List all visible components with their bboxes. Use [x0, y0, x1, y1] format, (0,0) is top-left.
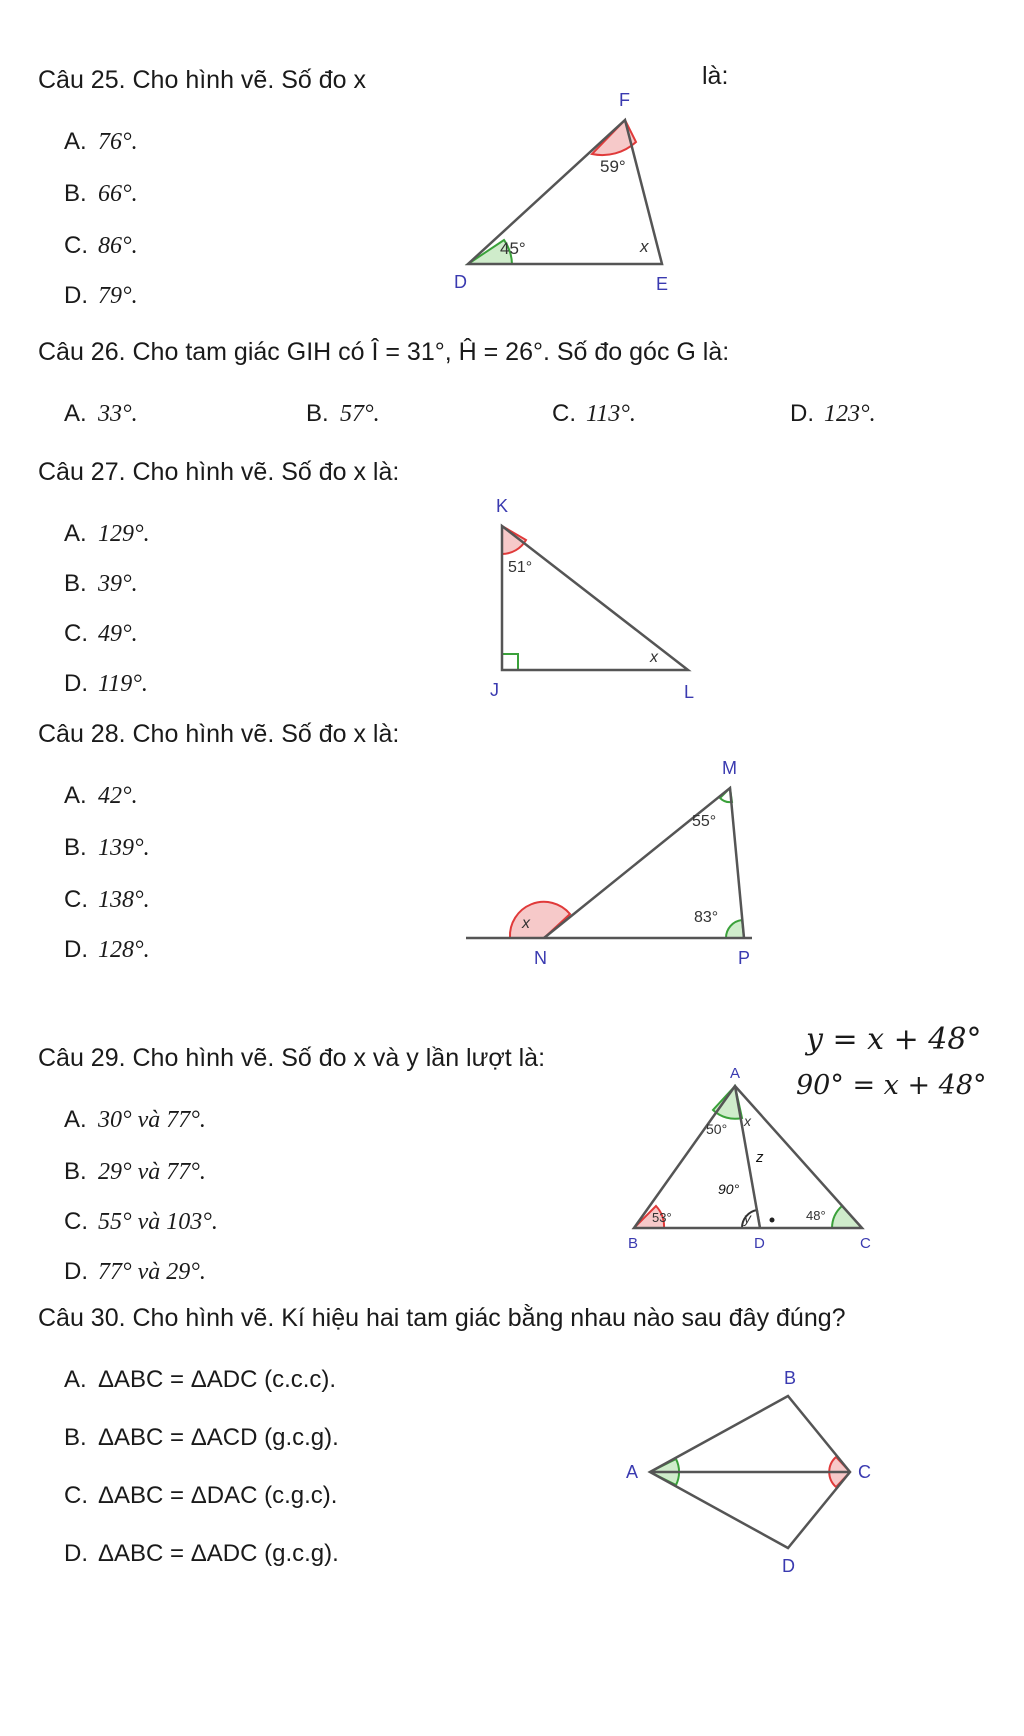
q30-quadrilateral-figure — [612, 1356, 912, 1586]
option-value: ΔABC = ΔADC (c.c.c). — [98, 1366, 337, 1393]
option-letter: A. — [64, 400, 87, 427]
option-letter: C. — [64, 620, 88, 647]
angle-k-label: 51° — [508, 559, 533, 576]
label-c: C — [860, 1235, 871, 1252]
q28-option-d — [64, 936, 150, 964]
angle-d-label: 45° — [500, 239, 526, 258]
q25-option-a — [64, 128, 138, 156]
label-e: E — [656, 274, 669, 294]
option-letter: C. — [64, 1482, 88, 1509]
option-letter: D. — [64, 1540, 88, 1567]
option-value: 57°. — [340, 401, 380, 427]
option-value: 49°. — [98, 621, 138, 647]
angle-c-label: 48° — [806, 1208, 826, 1223]
label-b: B — [784, 1368, 797, 1388]
q25-option-c — [64, 232, 138, 260]
q25-tail: là: — [702, 62, 729, 90]
angle-p-arc — [726, 920, 744, 938]
angle-e-label: x — [640, 237, 649, 256]
q29-option-c — [64, 1208, 218, 1236]
option-value: 113°. — [586, 401, 636, 427]
label-c: C — [858, 1462, 871, 1482]
option-letter: C. — [64, 1208, 88, 1235]
q30-option-d — [64, 1540, 339, 1568]
q27-option-d — [64, 670, 148, 698]
q27-option-c — [64, 620, 138, 648]
option-value: 123°. — [824, 401, 876, 427]
triangle-kjl — [502, 526, 688, 670]
option-value: 76°. — [98, 129, 138, 155]
option-letter: C. — [64, 232, 88, 259]
label-k: K — [496, 496, 509, 516]
option-value: 77° và 29°. — [98, 1259, 206, 1285]
label-p: P — [738, 948, 751, 968]
q27-option-a — [64, 520, 150, 548]
q29-option-d — [64, 1258, 206, 1286]
option-letter: D. — [64, 936, 88, 963]
angle-a-label: 50° — [706, 1121, 728, 1137]
q30-option-a — [64, 1366, 336, 1394]
option-letter: C. — [64, 886, 88, 913]
option-letter: B. — [64, 834, 87, 861]
angle-x-label: x — [744, 1113, 751, 1129]
label-n: N — [534, 948, 547, 968]
q30-option-c — [64, 1482, 337, 1510]
q28-option-b — [64, 834, 150, 862]
q25-title: Câu 25. Cho hình vẽ. Số đo x — [38, 66, 366, 94]
option-letter: C. — [552, 400, 576, 427]
handwritten-note-line-2: 90° = x + 48° — [796, 1070, 987, 1101]
option-value: 29° và 77°. — [98, 1159, 206, 1185]
option-letter: A. — [64, 520, 87, 547]
option-value: 138°. — [98, 887, 150, 913]
label-d: D — [782, 1556, 795, 1576]
option-value: 39°. — [98, 571, 138, 597]
option-value: 119°. — [98, 671, 148, 697]
option-letter: B. — [64, 570, 87, 597]
option-letter: D. — [64, 1258, 88, 1285]
option-letter: B. — [64, 1158, 87, 1185]
label-a: A — [626, 1462, 639, 1482]
label-d: D — [454, 272, 467, 292]
q29-title: Câu 29. Cho hình vẽ. Số đo x và y lần lượt là: — [38, 1044, 546, 1072]
angle-n-label: x — [522, 915, 530, 932]
label-f: F — [619, 90, 630, 110]
label-m: M — [722, 758, 737, 778]
q30-title: Câu 30. Cho hình vẽ. Kí hiệu hai tam giác bằng nhau nào sau đây đúng? — [38, 1304, 846, 1332]
option-letter: D. — [790, 400, 814, 427]
option-letter: B. — [64, 1424, 87, 1451]
q26-title: Câu 26. Cho tam giác GIH có Î = 31°, Ĥ = 26°. Số đo góc G là: — [38, 338, 730, 366]
option-letter: A. — [64, 1106, 87, 1133]
angle-l-label: x — [650, 649, 658, 666]
option-letter: A. — [64, 1366, 87, 1393]
option-letter: B. — [306, 400, 329, 427]
option-value: 33°. — [98, 401, 138, 427]
q27-title: Câu 27. Cho hình vẽ. Số đo x là: — [38, 458, 400, 486]
q28-option-c — [64, 886, 150, 914]
q28-triangle-figure — [466, 750, 766, 980]
handwritten-note-line-1: y = x + 48° — [806, 1022, 982, 1057]
handwritten-z-label: z — [756, 1149, 764, 1166]
option-value: 128°. — [98, 937, 150, 963]
option-value: ΔABC = ΔADC (g.c.g). — [98, 1540, 339, 1567]
option-letter: A. — [64, 782, 87, 809]
angle-m-label: 55° — [692, 813, 717, 830]
label-a: A — [730, 1066, 741, 1082]
label-j: J — [490, 680, 499, 700]
option-value: ΔABC = ΔACD (g.c.g). — [98, 1424, 339, 1451]
label-b: B — [628, 1235, 639, 1252]
q27-triangle-figure — [480, 490, 710, 710]
option-letter: D. — [64, 282, 88, 309]
q25-option-b — [64, 180, 138, 208]
q29-triangle-figure — [620, 1066, 880, 1256]
option-value: 55° và 103°. — [98, 1209, 218, 1235]
option-value: 79°. — [98, 283, 138, 309]
q26-option-c — [552, 400, 636, 428]
q26-option-a — [64, 400, 138, 428]
q30-option-b — [64, 1424, 339, 1452]
label-l: L — [684, 682, 695, 702]
right-angle-j — [502, 654, 518, 670]
q29-option-a — [64, 1106, 206, 1134]
option-value: ΔABC = ΔDAC (c.g.c). — [98, 1482, 338, 1509]
label-d: D — [754, 1235, 765, 1252]
q26-option-b — [306, 400, 380, 428]
angle-p-label: 83° — [694, 909, 719, 926]
option-value: 66°. — [98, 181, 138, 207]
q25-option-d — [64, 282, 138, 310]
angle-b-label: 53° — [652, 1210, 672, 1225]
option-value: 30° và 77°. — [98, 1107, 206, 1133]
option-letter: D. — [64, 670, 88, 697]
q29-option-b — [64, 1158, 206, 1186]
angle-n-exterior-arc — [510, 902, 570, 938]
q26-option-d — [790, 400, 876, 428]
q25-triangle-figure — [440, 80, 680, 300]
option-value: 42°. — [98, 783, 138, 809]
q27-option-b — [64, 570, 138, 598]
option-letter: B. — [64, 180, 87, 207]
angle-y-label: y — [744, 1210, 751, 1226]
option-value: 129°. — [98, 521, 150, 547]
angle-adc-dot — [770, 1218, 775, 1223]
angle-f-label: 59° — [600, 157, 626, 176]
option-value: 86°. — [98, 233, 138, 259]
option-value: 139°. — [98, 835, 150, 861]
q28-option-a — [64, 782, 138, 810]
handwritten-90-label: 90° — [718, 1181, 740, 1197]
q28-title: Câu 28. Cho hình vẽ. Số đo x là: — [38, 720, 400, 748]
option-letter: A. — [64, 128, 87, 155]
